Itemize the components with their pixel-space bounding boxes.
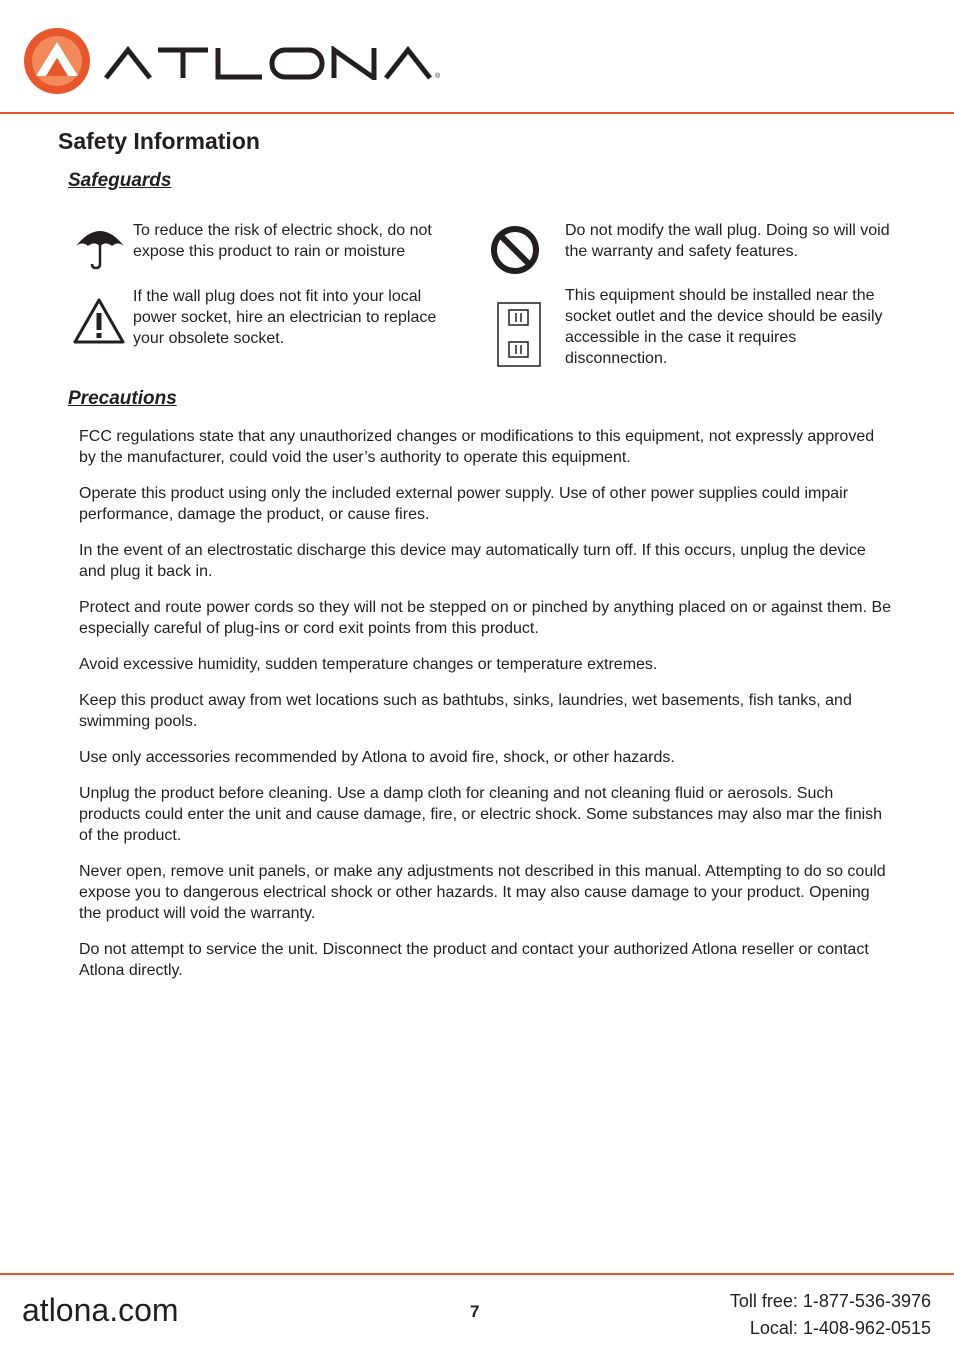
page-title: Safety Information (58, 128, 260, 154)
precaution-paragraph: Keep this product away from wet locations such as bathtubs, sinks, laundries, wet basements, fish tanks, and swimming pools. (79, 692, 852, 730)
precaution-paragraph: In the event of an electrostatic discharge this device may automatically turn off. If this occurs, unplug the device and plug it back in. (79, 542, 866, 580)
footer-divider (0, 1273, 954, 1275)
safeguards-heading: Safeguards (68, 170, 172, 191)
umbrella-icon (74, 222, 126, 270)
warning-icon (72, 297, 126, 345)
atlona-wordmark (104, 46, 444, 80)
precaution-paragraph: FCC regulations state that any unauthorized changes or modifications to this equipment, not expressly approved by the manufacturer, could void the user’s authority to operate this equipment. (79, 428, 875, 466)
precaution-paragraph: Never open, remove unit panels, or make any adjustments not described in this manual. Attempting to do so could expose you to dangerous electrical shock or other hazards. It may also cause damage to your product. Opening the product will void the warranty. (79, 863, 886, 922)
precaution-paragraph: Use only accessories recommended by Atlona to avoid fire, shock, or other hazards. (79, 749, 675, 766)
footer-website-link[interactable]: atlona.com (22, 1292, 179, 1328)
footer-contact (730, 1288, 931, 1342)
precaution-paragraph: Operate this product using only the included external power supply. Use of other power supplies could impair performance, damage the product, or cause fires. (79, 485, 849, 523)
precaution-paragraph: Do not attempt to service the unit. Disconnect the product and contact your authorized Atlona reseller or contact Atlona directly. (79, 941, 869, 979)
toll-free-number: Toll free: 1-877-536-3976 (729, 1291, 931, 1311)
safeguard-text: If the wall plug does not fit into your local power socket, hire an electrician to replace your obsolete socket. (133, 288, 437, 347)
local-number: Local: 1-408-962-0515 (749, 1318, 931, 1338)
precautions-heading: Precautions (68, 388, 177, 409)
header-divider (0, 112, 954, 114)
page-number: 7 (470, 1302, 480, 1321)
atlona-logo-icon (22, 26, 92, 96)
page-header (0, 0, 954, 114)
safeguard-text: To reduce the risk of electric shock, do not expose this product to rain or moisture (133, 222, 432, 260)
registered-mark: ® (435, 73, 441, 80)
outlet-icon (497, 302, 541, 368)
safeguard-text: This equipment should be installed near the socket outlet and the device should be easily accessible in the case it requires disconnection. (565, 287, 883, 367)
precaution-paragraph: Avoid excessive humidity, sudden temperature changes or temperature extremes. (79, 656, 658, 673)
safeguard-text: Do not modify the wall plug. Doing so will void the warranty and safety features. (565, 222, 890, 260)
precautions-list (79, 426, 894, 996)
no-modify-icon (489, 224, 541, 276)
precaution-paragraph: Protect and route power cords so they will not be stepped on or pinched by anything placed on or against them. Be especially careful of plug-ins or cord exit points from this product. (79, 599, 892, 637)
precaution-paragraph: Unplug the product before cleaning. Use a damp cloth for cleaning and not cleaning fluid or aerosols. Such products could enter the unit and cause damage, fire, or electric shock. Some substances may also mar the finish of the product. (79, 785, 883, 844)
